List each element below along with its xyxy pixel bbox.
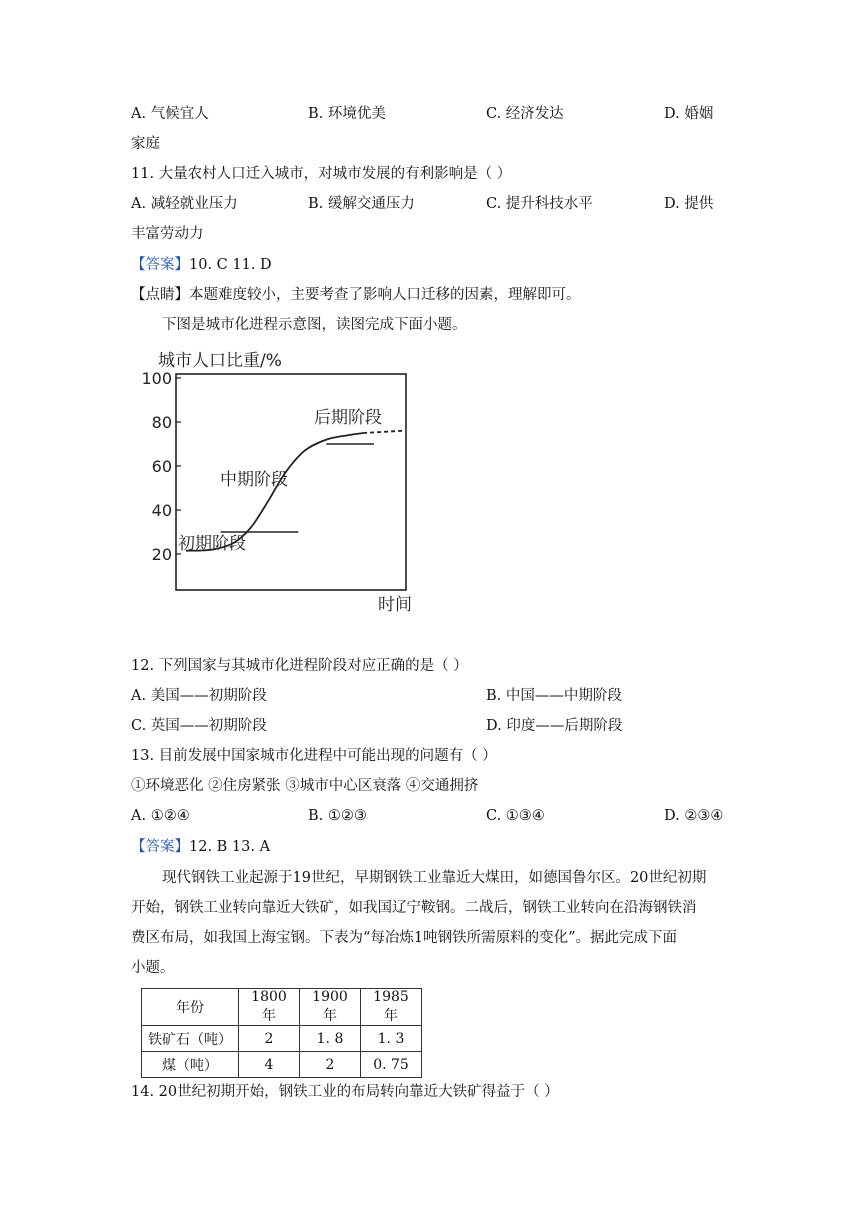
q13-option-d: D. ②③④ <box>664 808 724 824</box>
table-cell: 0. 75 <box>361 1052 422 1078</box>
q12-option-b: B. 中国——中期阶段 <box>486 688 622 704</box>
table-cell: 1. 8 <box>300 1026 361 1052</box>
table-header-cell: 1800 年 <box>239 989 300 1026</box>
answer-tag: 【答案】 <box>131 839 189 855</box>
answer-12-13 <box>131 837 270 857</box>
table-header-row <box>142 989 422 1026</box>
urbanization-chart <box>140 342 440 622</box>
table-row <box>142 1052 422 1078</box>
stage-label-initial: 初期阶段 <box>178 534 246 554</box>
table-cell: 4 <box>239 1052 300 1078</box>
chart-y-axis-label: 城市人口比重/% <box>158 351 282 371</box>
q12-option-a: A. 美国——初期阶段 <box>131 688 267 704</box>
answer-text: 10. C 11. D <box>189 257 272 273</box>
answer-text: 12. B 13. A <box>189 839 271 855</box>
passage-line-4: 小题。 <box>131 960 175 976</box>
raw-material-table <box>141 988 422 1078</box>
passage-line-3: 费区布局，如我国上海宝钢。下表为“每冶炼1吨钢铁所需原料的变化”。据此完成下面 <box>131 930 678 946</box>
q14-stem: 14. 20世纪初期开始，钢铁工业的布局转向靠近大铁矿得益于（ ） <box>131 1084 559 1100</box>
q11-stem: 11. 大量农村人口迁入城市，对城市发展的有利影响是（ ） <box>131 166 512 182</box>
answer-10-11 <box>131 255 272 275</box>
q13-option-c: C. ①③④ <box>486 808 545 824</box>
q10-option-a: A. 气候宜人 <box>131 106 209 122</box>
q10-option-d-cont: 家庭 <box>131 136 160 152</box>
q10-option-c: C. 经济发达 <box>486 106 564 122</box>
table-cell: 2 <box>239 1026 300 1052</box>
q12-option-d: D. 印度——后期阶段 <box>486 718 623 734</box>
q12-option-c: C. 英国——初期阶段 <box>131 718 267 734</box>
q11-option-c: C. 提升科技水平 <box>486 196 593 212</box>
stage-label-late: 后期阶段 <box>314 408 382 428</box>
urbanization-curve-projection <box>363 431 402 433</box>
chart-plot-frame <box>176 374 406 590</box>
q12-stem: 12. 下列国家与其城市化进程阶段对应正确的是（ ） <box>131 658 468 674</box>
chart-x-axis-label: 时间 <box>378 595 412 615</box>
table-header-cell: 1985 年 <box>361 989 422 1026</box>
q11-option-d: D. 提供 <box>664 196 714 212</box>
q13-stem: 13. 目前发展中国家城市化进程中可能出现的问题有（ ） <box>131 748 497 764</box>
chart-intro: 下图是城市化进程示意图，读图完成下面小题。 <box>162 317 467 333</box>
q11-option-d-cont: 丰富劳动力 <box>131 226 204 242</box>
table-row <box>142 1026 422 1052</box>
comment-tag: 【点睛】 <box>131 287 189 303</box>
table-header-cell: 1900 年 <box>300 989 361 1026</box>
answer-tag: 【答案】 <box>131 257 189 273</box>
q11-option-b: B. 缓解交通压力 <box>308 196 415 212</box>
y-tick-label: 80 <box>151 413 172 432</box>
passage-line-1: 现代钢铁工业起源于19世纪，早期钢铁工业靠近大煤田，如德国鲁尔区。20世纪初期 <box>162 870 707 886</box>
table-cell: 铁矿石（吨） <box>142 1026 239 1052</box>
y-tick-label: 60 <box>151 457 172 476</box>
y-tick-label: 40 <box>151 501 172 520</box>
table-header-cell: 年份 <box>142 989 239 1026</box>
y-tick-label: 20 <box>151 545 172 564</box>
q13-option-a: A. ①②④ <box>131 808 190 824</box>
y-tick-label: 100 <box>141 369 172 388</box>
table-cell: 煤（吨） <box>142 1052 239 1078</box>
q10-option-b: B. 环境优美 <box>308 106 386 122</box>
passage-line-2: 开始，钢铁工业转向靠近大铁矿，如我国辽宁鞍钢。二战后，钢铁工业转向在沿海钢铁消 <box>131 900 697 916</box>
q10-option-d: D. 婚姻 <box>664 106 714 122</box>
q13-items: ①环境恶化 ②住房紧张 ③城市中心区衰落 ④交通拥挤 <box>131 778 479 794</box>
q13-option-b: B. ①②③ <box>308 808 367 824</box>
comment <box>131 285 581 305</box>
comment-text: 本题难度较小，主要考查了影响人口迁移的因素，理解即可。 <box>189 287 581 303</box>
table-cell: 1. 3 <box>361 1026 422 1052</box>
table-cell: 2 <box>300 1052 361 1078</box>
stage-label-middle: 中期阶段 <box>220 470 288 490</box>
q11-option-a: A. 减轻就业压力 <box>131 196 238 212</box>
